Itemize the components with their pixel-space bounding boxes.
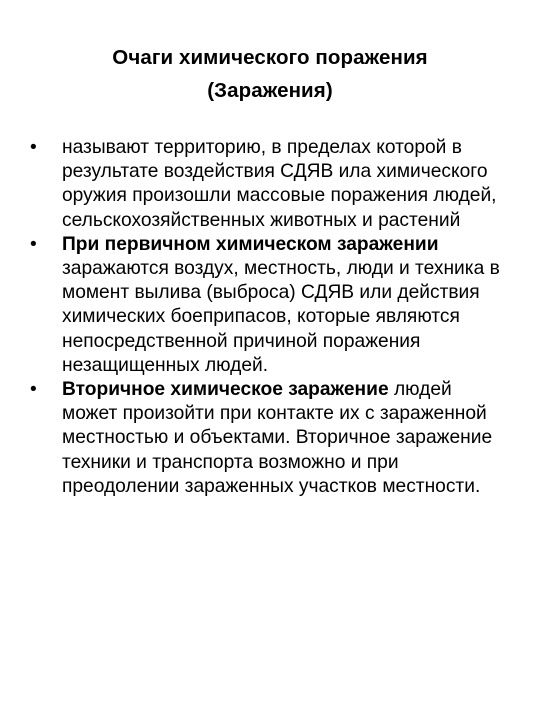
bullet-item-secondary — [30, 378, 508, 499]
bullet-item-primary — [30, 233, 508, 378]
bullet-text: людей может произойти при контакте их с зараженной местностью и объектами. Вторичное заражение техники и транспорта возможно и при преодолении зараженных участков местности. — [62, 379, 493, 497]
bullet-text: заражаются воздух, местность, люди и техника в момент вылива (выброса) СДЯВ или действия химических боеприпасов, которые являются непосредственной причиной поражения незащищенных людей. — [62, 258, 500, 376]
bullet-item-definition — [30, 136, 508, 233]
title-line-1: Очаги химического поражения — [112, 46, 428, 69]
bullet-lead: При первичном химическом заражении — [62, 233, 439, 255]
title-line-2: (Заражения) — [207, 79, 333, 102]
slide-title — [40, 41, 500, 107]
bullet-list — [30, 136, 508, 499]
bullet-icon: • — [30, 379, 37, 401]
bullet-lead: Вторичное химическое заражение — [62, 379, 389, 401]
bullet-icon: • — [30, 137, 37, 158]
bullet-icon: • — [30, 233, 37, 255]
bullet-text: называют территорию, в пределах которой в результате воздействия СДЯВ ила химического оружия произошли массовые поражения людей, сельскохозяйственных животных и растений — [62, 137, 497, 231]
